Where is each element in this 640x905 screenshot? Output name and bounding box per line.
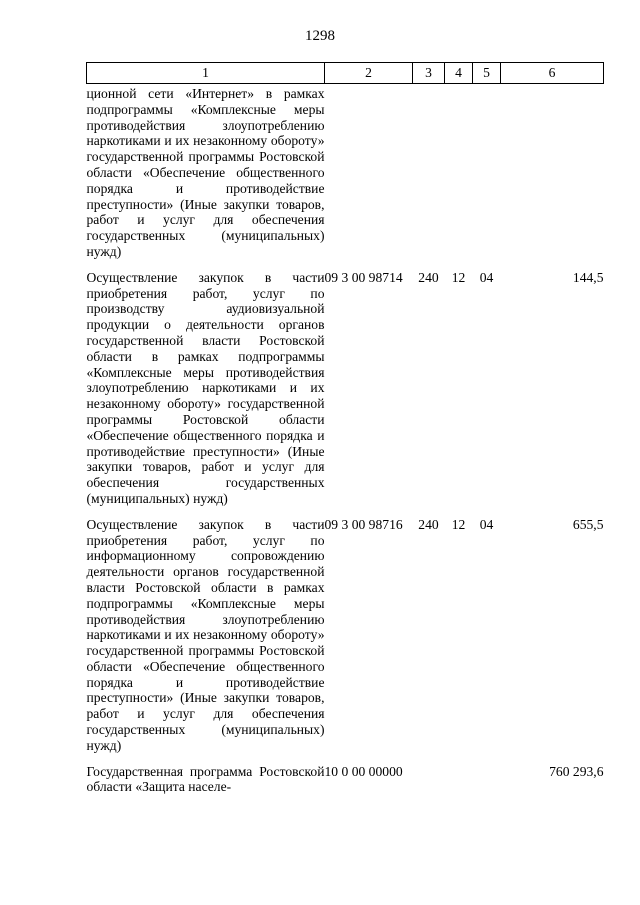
row-col5: 04 (479, 269, 494, 285)
row-col4: 12 (451, 269, 466, 285)
table-row (87, 754, 604, 796)
page-number: 1298 (305, 28, 335, 44)
column-header-5: 5 (473, 63, 501, 84)
row-amount: 144,5 (572, 269, 604, 285)
row-amount: 655,5 (572, 516, 604, 532)
row-description: Государственная программа Ростовской области «Защита населе- (86, 763, 325, 795)
row-code (325, 84, 413, 260)
row-col3 (413, 754, 445, 796)
row-code: 10 0 00 00000 (324, 763, 403, 779)
column-header-2: 2 (325, 63, 413, 84)
row-description: ционной сети «Интернет» в рамках подпрограммы «Комплексные меры противодействия злоупотреблению наркотиками и их незаконному обороту» государственной программы Ростовской области «Обеспечение общественного порядка и противодействие преступности» (Иные закупки товаров, работ и услуг для обеспечения государственных (муниципальных) нужд) (86, 86, 325, 259)
row-amount (501, 84, 604, 260)
row-col3 (413, 84, 445, 260)
row-code: 09 3 00 98714 (324, 269, 403, 285)
table-row (87, 260, 604, 507)
row-code: 09 3 00 98716 (324, 516, 403, 532)
row-description: Осуществление закупок в части приобретения работ, услуг по производству аудиовизуальной продукции о деятельности органов государственной власти Ростовской области в рамках подпрограммы «Комплексные меры противодействия злоупотреблению наркотиками и их незаконному обороту» государственной программы Ростовской области «Обеспечение общественного порядка и противодействие преступности» (Иные закупки товаров, работ и услуг для обеспечения государственных (муниципальных) нужд) (86, 269, 325, 506)
table-header-row (87, 63, 604, 84)
table-row (87, 84, 604, 260)
column-header-4: 4 (445, 63, 473, 84)
row-col5 (473, 84, 501, 260)
column-header-6: 6 (501, 63, 604, 84)
budget-table (86, 62, 604, 795)
row-amount: 760 293,6 (549, 763, 604, 779)
row-col5 (473, 754, 501, 796)
row-col3: 240 (418, 269, 439, 285)
row-description: Осуществление закупок в части приобретения работ, услуг по информационному сопровождению деятельности органов государственной власти Ростовской области в рамках подпрограммы «Комплексные меры противодействия злоупотреблению наркотиками и их незаконному обороту» государственной программы Ростовской области «Обеспечение общественного порядка и противодействие преступности» (Иные закупки товаров, работ и услуг для обеспечения государственных (муниципальных) нужд) (86, 516, 325, 753)
row-col5: 04 (479, 516, 494, 532)
row-col4: 12 (451, 516, 466, 532)
row-col3: 240 (418, 516, 439, 532)
row-col4 (445, 84, 473, 260)
table-row (87, 507, 604, 754)
column-header-1: 1 (87, 63, 325, 84)
column-header-3: 3 (413, 63, 445, 84)
row-col4 (445, 754, 473, 796)
